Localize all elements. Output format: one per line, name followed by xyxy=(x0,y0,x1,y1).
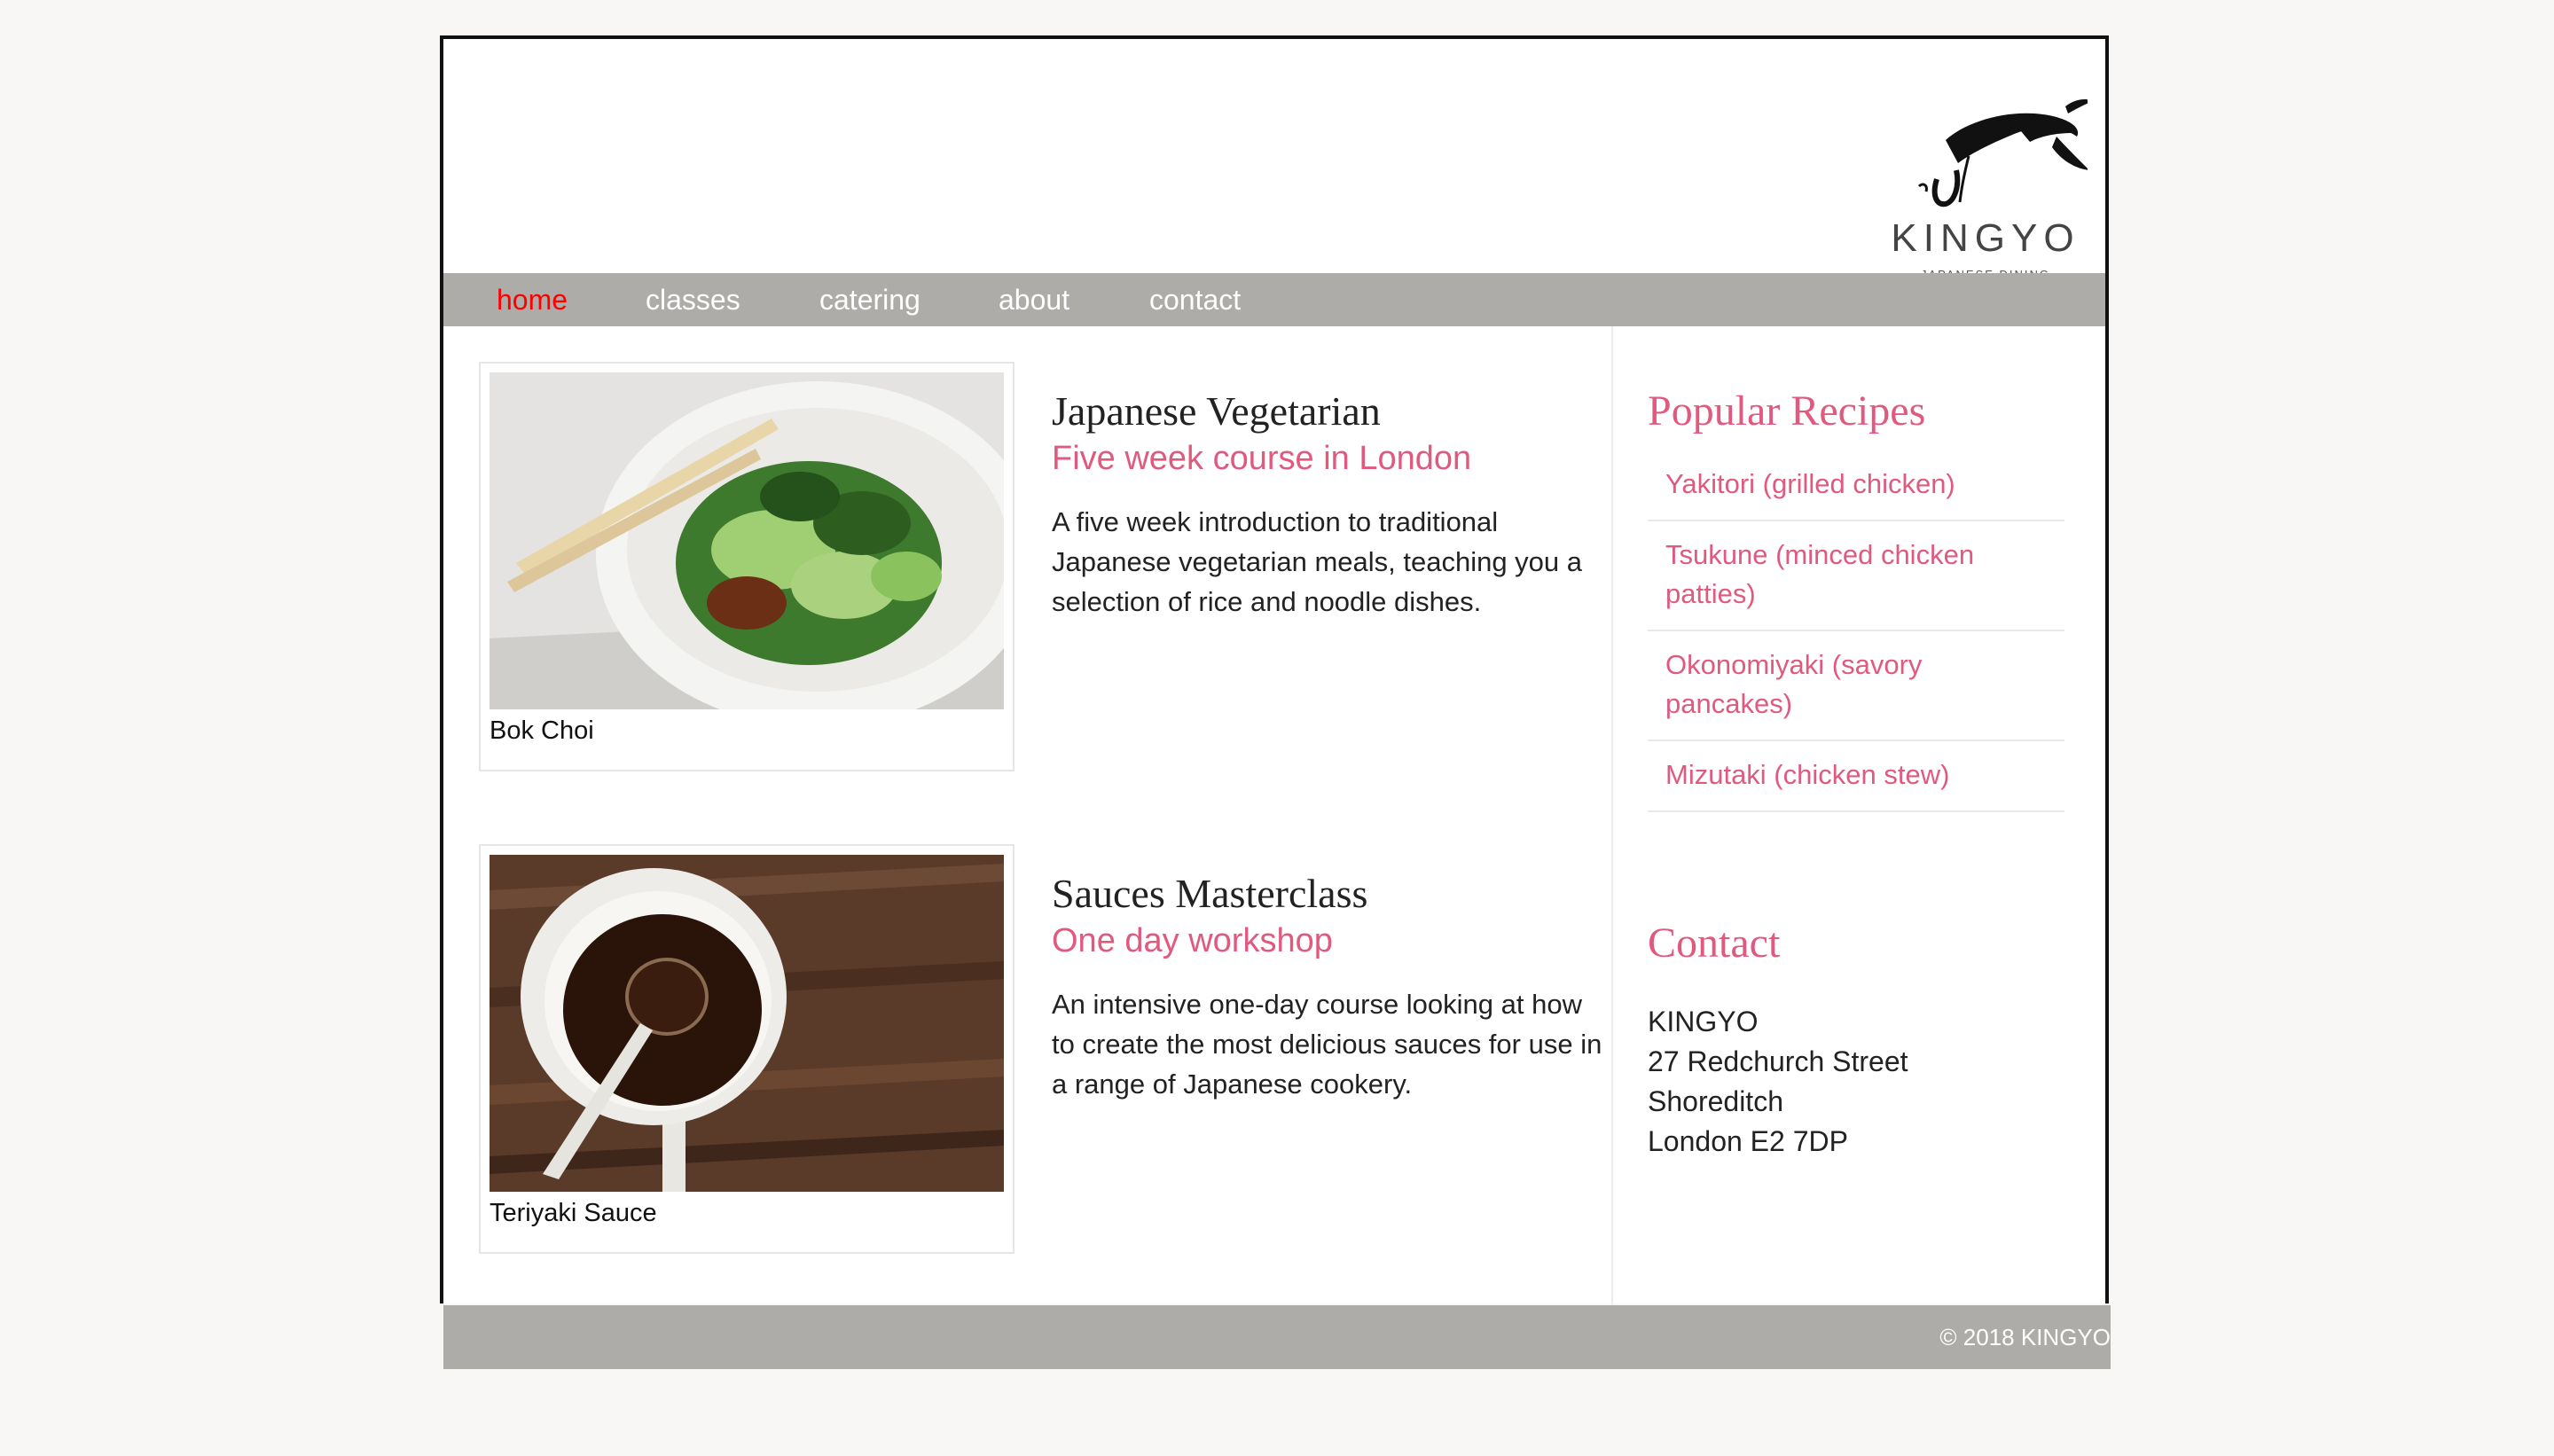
course-subtitle: One day workshop xyxy=(1052,922,1333,959)
address-line: London E2 7DP xyxy=(1648,1125,1848,1157)
nav-home[interactable]: home xyxy=(497,284,568,316)
address-line: KINGYO xyxy=(1648,1006,1759,1037)
page-container xyxy=(440,35,2109,1303)
address-line: 27 Redchurch Street xyxy=(1648,1045,1908,1077)
course-subtitle: Five week course in London xyxy=(1052,440,1472,477)
nav-about[interactable]: about xyxy=(999,284,1070,316)
recipe-link-okonomiyaki[interactable]: Okonomiyaki (savory pancakes) xyxy=(1648,631,2064,741)
course-image-card xyxy=(479,362,1015,771)
image-caption: Bok Choi xyxy=(490,716,594,745)
logo-wordmark: KINGYO xyxy=(1891,216,2080,260)
recipe-link-mizutaki[interactable]: Mizutaki (chicken stew) xyxy=(1648,741,2064,812)
footer xyxy=(443,1305,2111,1369)
popular-recipes-heading: Popular Recipes xyxy=(1648,387,1926,434)
address-line: Shoreditch xyxy=(1648,1085,1783,1117)
course-info xyxy=(1052,869,1610,1104)
sidebar xyxy=(1648,385,2064,812)
nav-classes[interactable]: classes xyxy=(646,284,740,316)
bok-choi-photo xyxy=(490,372,1004,709)
contact-section xyxy=(1648,917,2064,1162)
teriyaki-sauce-photo xyxy=(490,855,1004,1192)
nav-catering[interactable]: catering xyxy=(819,284,921,316)
recipe-list xyxy=(1648,450,2064,812)
course-title[interactable]: Japanese Vegetarian xyxy=(1052,388,1381,434)
column-divider xyxy=(1611,326,1613,1327)
recipe-link-yakitori[interactable]: Yakitori (grilled chicken) xyxy=(1648,450,2064,521)
course-description: An intensive one-day course looking at how to create the most delicious sauces for use in a range of Japanese cookery. xyxy=(1052,989,1602,1100)
nav-contact[interactable]: contact xyxy=(1149,284,1242,316)
course-title[interactable]: Sauces Masterclass xyxy=(1052,871,1368,916)
goldfish-brush-logo-icon xyxy=(1884,71,2088,231)
main-nav xyxy=(443,273,2105,326)
kingyo-logo[interactable] xyxy=(1884,71,2088,286)
image-caption: Teriyaki Sauce xyxy=(490,1199,657,1227)
copyright-text: © 2018 KINGYO xyxy=(1939,1324,2111,1350)
contact-heading: Contact xyxy=(1648,920,1781,967)
course-description: A five week introduction to traditional Japanese vegetarian meals, teaching you a selection of rice and noodle dishes. xyxy=(1052,506,1583,617)
recipe-link-tsukune[interactable]: Tsukune (minced chicken patties) xyxy=(1648,521,2064,631)
course-image-card xyxy=(479,844,1015,1254)
address-block xyxy=(1648,1002,2064,1162)
course-info xyxy=(1052,387,1610,622)
